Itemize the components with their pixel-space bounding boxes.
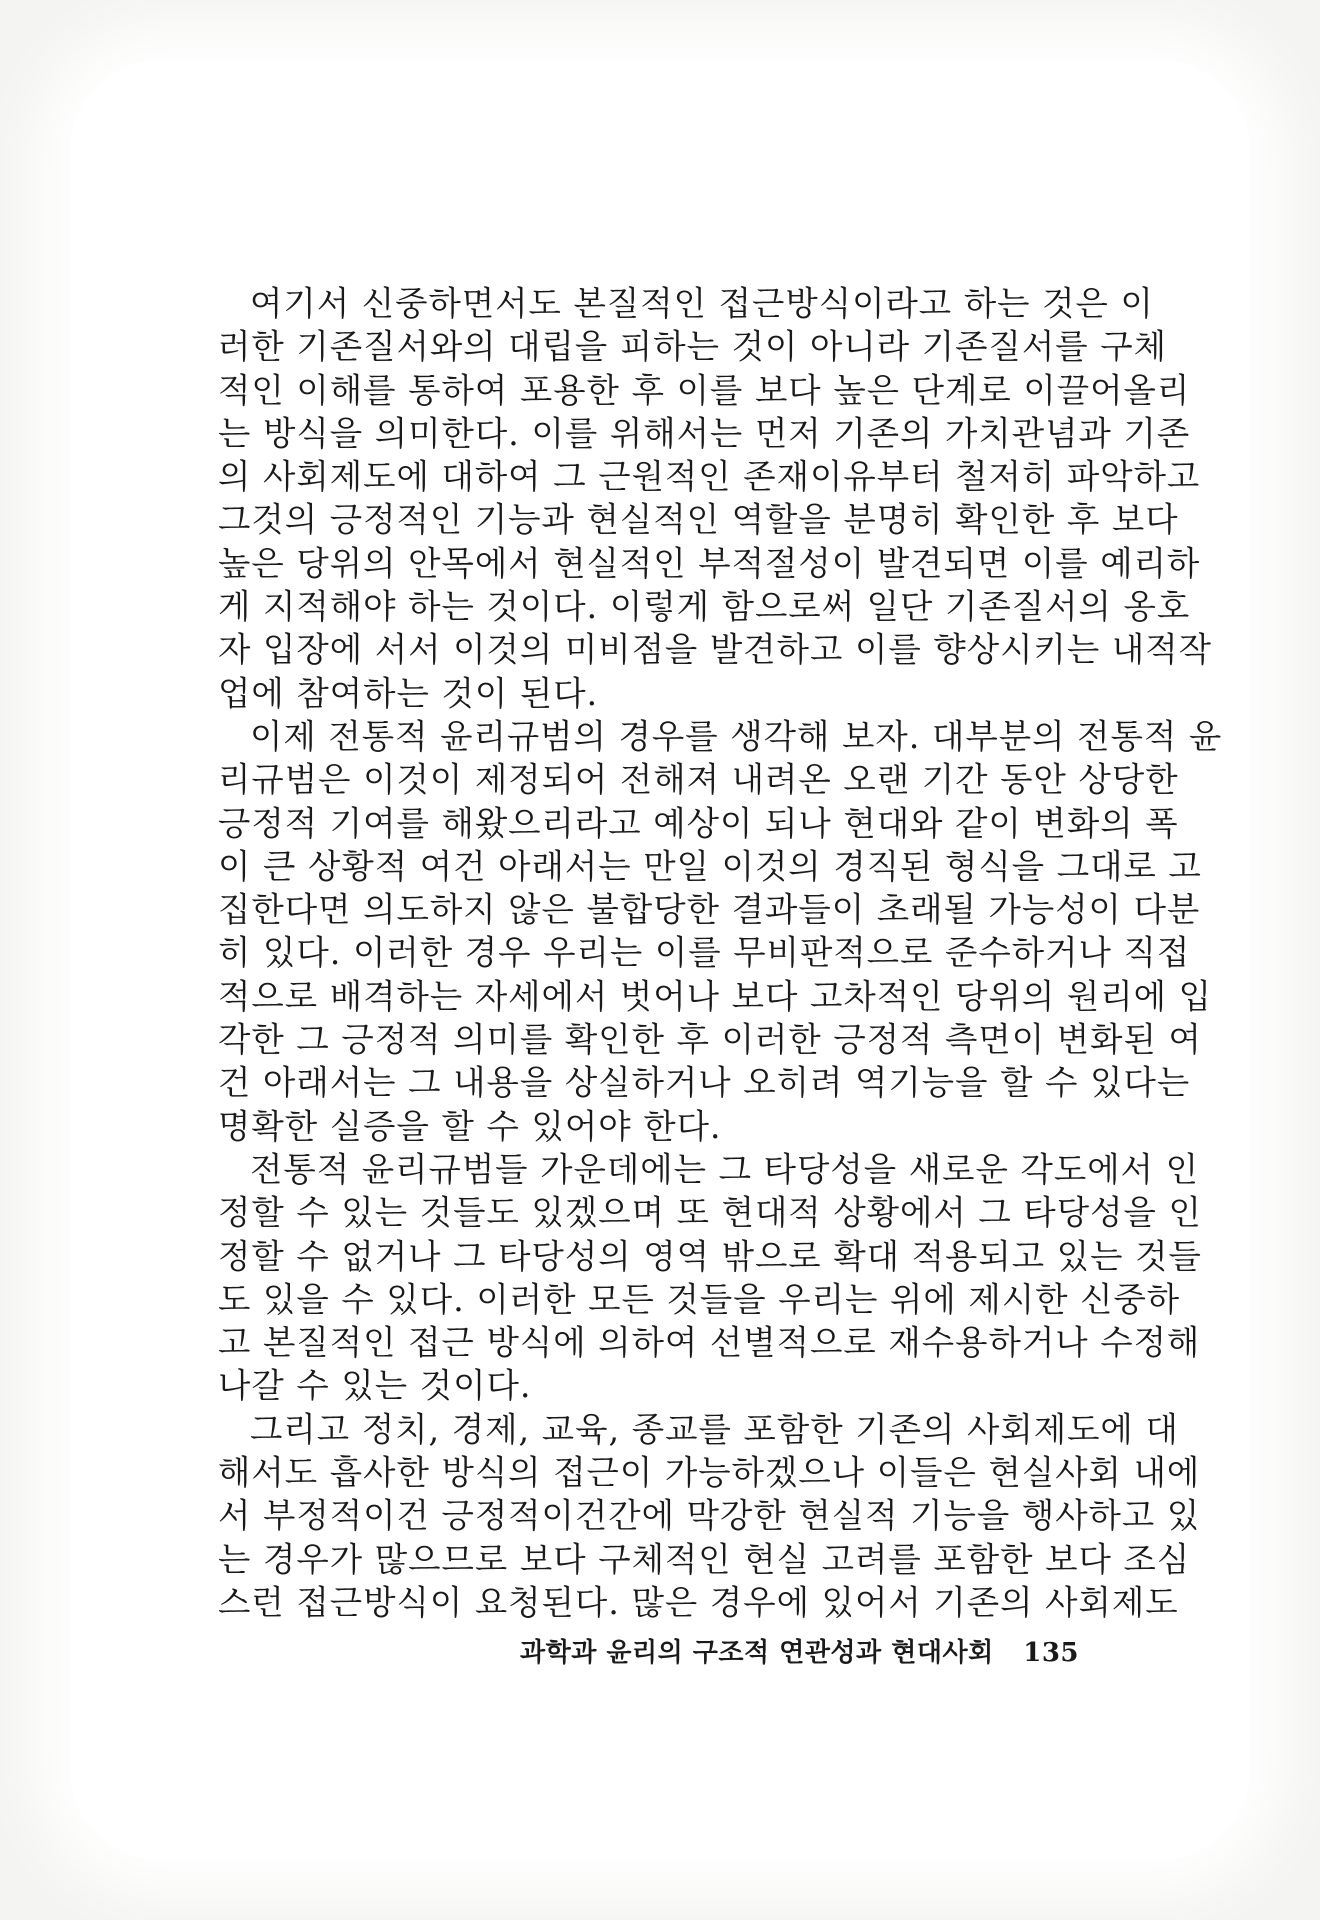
text-line: 긍정적 기여를 해왔으리라고 예상이 되나 현대와 같이 변화의 폭 [218,803,1179,843]
text-line: 명확한 실증을 할 수 있어야 한다. [218,1106,722,1146]
paragraph-3 [218,1148,1202,1408]
text-line: 리규범은 이것이 제정되어 전해져 내려온 오랜 기간 동안 상당한 [218,760,1179,800]
text-line: 는 경우가 많으므로 보다 구체적인 현실 고려를 포함한 보다 조심 [218,1539,1191,1579]
text-line: 자 입장에 서서 이것의 미비점을 발견하고 이를 향상시키는 내적작 [218,630,1212,670]
text-line: 높은 당위의 안목에서 현실적인 부적절성이 발견되면 이를 예리하 [218,543,1201,583]
text-line: 그것의 긍정적인 기능과 현실적인 역할을 분명히 확인한 후 보다 [218,500,1179,540]
page-number: 135 [1023,1638,1080,1668]
text-line: 해서도 흡사한 방식의 접근이 가능하겠으나 이들은 현실사회 내에 [218,1453,1201,1493]
text-line: 게 지적해야 하는 것이다. 이렇게 함으로써 일단 기존질서의 옹호 [218,587,1191,627]
text-line: 서 부정적이건 긍정적이건간에 막강한 현실적 기능을 행사하고 있 [218,1496,1201,1536]
text-line: 도 있을 수 있다. 이러한 모든 것들을 우리는 위에 제시한 신중하 [218,1279,1181,1319]
text-line: 업에 참여하는 것이 된다. [218,673,599,713]
text-line: 각한 그 긍정적 의미를 확인한 후 이러한 긍정적 측면이 변화된 여 [218,1020,1202,1060]
paragraph-4 [218,1408,1201,1624]
text-line: 이제 전통적 윤리규범의 경우를 생각해 보자. 대부분의 전통적 윤 [250,716,1223,756]
text-line: 러한 기존질서와의 대립을 피하는 것이 아니라 기존질서를 구체 [218,327,1167,367]
page-footer [520,1632,1080,1669]
text-line: 건 아래서는 그 내용을 상실하거나 오히려 역기능을 할 수 있다는 [218,1063,1191,1103]
text-line: 는 방식을 의미한다. 이를 위해서는 먼저 기존의 가치관념과 기존 [218,413,1191,453]
text-line: 고 본질적인 접근 방식에 의하여 선별적으로 재수용하거나 수정해 [218,1323,1201,1363]
running-title: 과학과 윤리의 구조적 연관성과 현대사회 [520,1638,994,1668]
text-line: 정할 수 있는 것들도 있겠으며 또 현대적 상황에서 그 타당성을 인 [218,1193,1202,1233]
text-line: 여기서 신중하면서도 본질적인 접근방식이라고 하는 것은 이 [250,284,1154,323]
text-line: 나갈 수 있는 것이다. [218,1366,532,1406]
text-line: 적인 이해를 통하여 포용한 후 이를 보다 높은 단계로 이끌어올리 [218,370,1191,410]
text-line: 집한다면 의도하지 않은 불합당한 결과들이 초래될 가능성이 다분 [218,890,1201,930]
text-line: 스런 접근방식이 요청된다. 많은 경우에 있어서 기존의 사회제도 [218,1582,1179,1622]
paragraph-2 [218,715,1223,1148]
body-text [218,282,1223,1624]
text-line: 전통적 윤리규범들 가운데에는 그 타당성을 새로운 각도에서 인 [250,1149,1199,1189]
paragraph-1 [218,282,1212,715]
text-line: 그리고 정치, 경제, 교육, 종교를 포함한 기존의 사회제도에 대 [250,1409,1179,1449]
text-line: 적으로 배격하는 자세에서 벗어나 보다 고차적인 당위의 원리에 입 [218,976,1212,1016]
text-line: 정할 수 없거나 그 타당성의 영역 밖으로 확대 적용되고 있는 것들 [218,1236,1202,1276]
text-line: 이 큰 상황적 여건 아래서는 만일 이것의 경직된 형식을 그대로 고 [218,846,1202,886]
text-line: 의 사회제도에 대하여 그 근원적인 존재이유부터 철저히 파악하고 [218,457,1201,497]
text-line: 히 있다. 이러한 경우 우리는 이를 무비판적으로 준수하거나 직접 [218,933,1191,973]
